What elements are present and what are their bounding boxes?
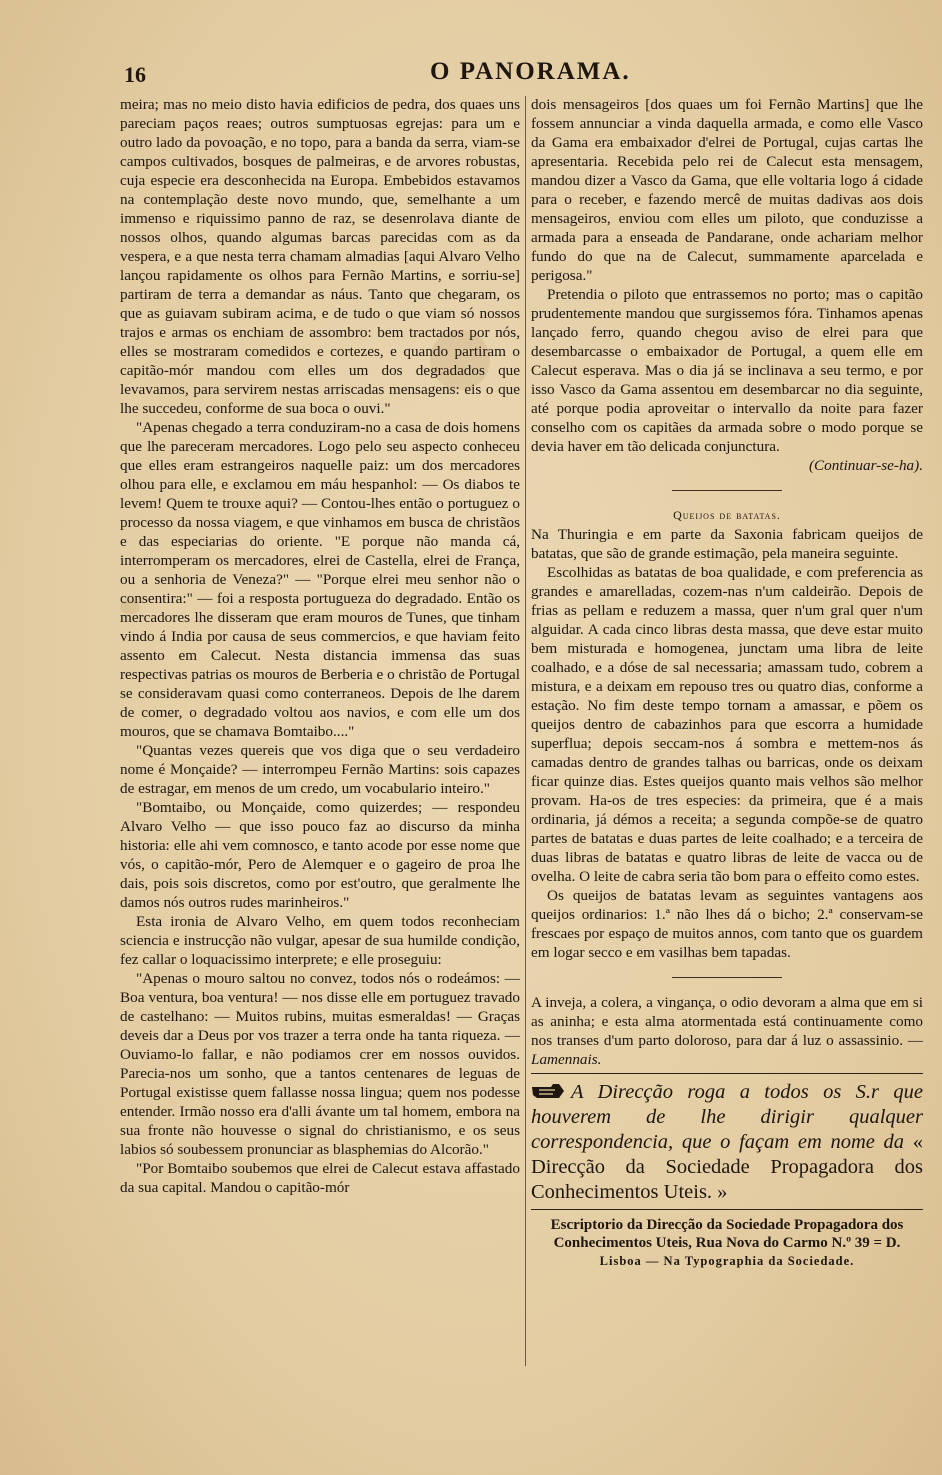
story-paragraph: "Quantas vezes quereis que vos diga que o seu verdadeiro nome é Monçaide? — interrompeu Fernão Martins: sois capazes de estragar, em menos de um credo, um vocabulario inteiro.": [120, 742, 520, 797]
story-paragraph: meira; mas no meio disto havia edificios de pedra, dos quaes uns pareciam paços reaes; outros sumptuosas egrejas: para um e outro lado da povoação, e no topo, para a banda da serra, viam-se campos cultivados, bosques de palmeiras, e de arvores robustas, cuja especie era desconhecida na Europa. Embebidos estavamos na contemplação deste novo mundo, que, semelhante a um immenso e riquissimo panno de raz, se desenrolava diante de nossos olhos, quando algumas barcas parecidas com as da vespera, e a que nesta terra chamam almadias [aqui Alvaro Velho lançou rapidamente os olhos para Fernão Martins, e sorriu-se] partiram de terra a demandar as náus. Tanto que chegaram, os que as guiavam subiram acima, e de tudo o que viam só nossos trajos e armas os enchiam de assombro: bem tractados por nós, elles se mostraram comedidos e cortezes, e quando partiram o capitão-mór mandou com elles um dos degradados que levavamos, para servirem nestas arriscadas mensagens: eis o que lhe succedeu, conforme de sua boca o ouvi.": [120, 96, 520, 417]
section-paragraph: Na Thuringia e em parte da Saxonia fabricam queijos de batatas, que são de grande estimação, pela maneira seguinte.: [531, 526, 923, 562]
left-column: [120, 95, 520, 1373]
story-paragraph: "Bomtaibo, ou Monçaide, como quizerdes; — respondeu Alvaro Velho — que isso pouco faz ao discurso da minha historia: elle ahi vem comnosco, e tanto acode por esse nome que vós, o capitão-mór, Pero de Alemquer e o gageiro de proa lhe dais, pois sois discretos, como por est'outro, que geralmente lhe damos nós outros rudes marinheiros.": [120, 799, 520, 911]
quote-author: Lamennais.: [531, 1051, 602, 1068]
page-number: 16: [124, 62, 146, 87]
masthead-title: O PANORAMA.: [430, 58, 631, 85]
quote-text: [531, 993, 923, 1069]
story-paragraph: "Apenas chegado a terra conduziram-no a casa de dois homens que lhe pareceram mercadores. Logo pelo seu aspecto conheceu que elles eram estrangeiros naquelle paiz: um dos mercadores olhou para elle, e exclamou em máu hespanhol: — Os diabos te levem! Quem te trouxe aqui? — Contou-lhes então o portuguez o processo da nossa viagem, e que vinhamos em busca de christãos e das especiarias do oriente. "E porque não manda cá, interromperam os mercadores, elrei de Castella, elrei de França, ou a senhoria de Veneza?" — "Porque elrei meu senhor não o consentira:" — foi a resposta portugueza do degradado. Então os mercadores lhe disseram que eram mouros de Tunes, que tinham vindo á India por causa de seus commercios, e que haviam feito assento em Calecut. Nesta distancia immensa das suas respectivas patrias os mouros de Berberia e o christão de Portugal se consideravam quasi como conterraneos. Depois de lhe darem de comer, o degradado voltou aos navios, e com elle um dos mouros, que se chamava Bomtaibo....": [120, 419, 520, 740]
rule: [531, 1073, 923, 1074]
section-separator: [672, 490, 782, 491]
imprint-line: Lisboa — Na Typographia da Sociedade.: [599, 1254, 855, 1268]
section-paragraph: Os queijos de batatas levam as seguintes vantagens aos queijos ordinarios: 1.ª não lhes dá o bicho; 2.ª conservam-se frescaes por espaço de muitos annos, com tanto que os guardem em logar secco e em vasilhas bem tapadas.: [531, 887, 923, 961]
notice-italic-text: A Direcção roga a todos os S.r que houverem de lhe dirigir qualquer correspondencia, que o façam em nome da: [531, 1081, 923, 1153]
story-paragraph: "Apenas o mouro saltou no convez, todos nós o rodeámos: — Boa ventura, boa ventura! — nos disse elle em portuguez travado de castelhano: — Muitos rubins, muitas esmeraldas! — Graças deveis dar a Deus por vos trazer a terra onde ha tanta riqueza. — Ouviamo-lo fallar, e não podiamos crer em nossos ouvidos. Parecia-nos um sonho, que a tantos centenares de leguas de Portugal existisse quem fallasse nossa lingua; quem nos podesse entender. Irmão nosso era d'alli ávante um tal homem, embora na sua fronte não houvesse o signal do christianismo, e os seus labios só soubessem pronunciar as blasphemias do Alcorão.": [120, 970, 520, 1158]
column-divider: [525, 96, 526, 1366]
direction-notice: [531, 1080, 923, 1205]
story-paragraph: Pretendia o piloto que entrassemos no porto; mas o capitão prudentemente mandou que surgissemos fóra. Tinhamos apenas lançado ferro, quando chegou aviso de elrei para que desembarcasse o embaixador de Portugal, a quem elle em Calecut esperava. Mas o dia já se inclinava a seu termo, e por isso Vasco da Gama assentou em desembarcar no dia seguinte, até porque podia aproveitar o intervallo da noite para fazer conselho com os capitães da armada sobre o modo porque se devia haver em tão delicada conjunctura.: [531, 286, 923, 455]
section-separator: [672, 977, 782, 978]
right-column: [531, 95, 923, 1383]
notice-society-name: « Direcção da Sociedade Propagadora dos Conhecimentos Uteis. »: [531, 1131, 923, 1203]
continuation-note: (Continuar-se-ha).: [808, 457, 923, 474]
story-paragraph: dois mensageiros [dos quaes um foi Fernão Martins] que lhe fossem annunciar a vinda daquella armada, e como elle Vasco da Gama era embaixador d'elrei de Portugal, cujas cartas lhe apresentaria. Recebida pelo rei de Calecut esta mensagem, mandou dizer a Vasco da Gama, que elle voltaria logo á cidade para o receber, e fazendo mercê de muitas dadivas aos dois mensageiros, enviou com elles um piloto, que conduzisse a armada para a enseada de Pandarane, onde achariam melhor fundo do que na de Calecut, summamente aparcelada e perigosa.": [531, 96, 923, 284]
story-paragraph: Esta ironia de Alvaro Velho, em quem todos reconheciam sciencia e instrucção não vulgar, apesar de sua humilde condição, fez callar o loquacissimo interprete; e elle proseguiu:: [120, 913, 520, 968]
story-paragraph: "Por Bomtaibo soubemos que elrei de Calecut estava affastado da sua capital. Mandou o capitão-mór: [120, 1160, 520, 1196]
office-address: Escriptorio da Direcção da Sociedade Propagadora dos Conhecimentos Uteis, Rua Nova do Carmo N.º 39 = D.: [550, 1217, 904, 1251]
rule: [531, 1209, 923, 1210]
quote-body: A inveja, a colera, a vingança, o odio devoram a alma que em si as aninha; e esta alma atormentada está continuamente como nos transes d'um parto doloroso, para dar á luz o assassinio. —: [531, 994, 923, 1049]
section-paragraph: Escolhidas as batatas de boa qualidade, e com preferencia as grandes e amarelladas, cozem-nas n'um caldeirão. Depois de frias as pellam e reduzem a massa, quer n'um gral quer n'um alguidar. A cada cinco libras desta massa, que deve estar muito bem misturada e homogenea, junctam uma libra de leite coalhado, e a dóse de sal necessaria; amassam tudo, cobrem a mistura, e a deixam em repouso tres ou quatro dias, conforme a estação. No fim deste tempo tornam a amassar, e põem os queijos dentro de cabazinhos para que escorra a humidade superflua; depois seccam-nos á sombra e mettem-nos ás camadas dentro de grandes talhas ou barricas, onde os deixam ficar quinze dias. Estes queijos quanto mais velhos são melhor provam. Ha-os de tres especies: da primeira, que é a mais ordinaria, já démos a receita; a segunda compõe-se de quatro partes de batatas e duas partes de leite coalhado; e a terceira de duas libras de batatas e quatro libras de leite de vacca ou de ovelha. O leite de cabra seria tão bom para o effeito como estes.: [531, 564, 923, 885]
section-title: Queijos de batatas.: [673, 508, 781, 522]
pointing-hand-icon: [531, 1082, 565, 1100]
